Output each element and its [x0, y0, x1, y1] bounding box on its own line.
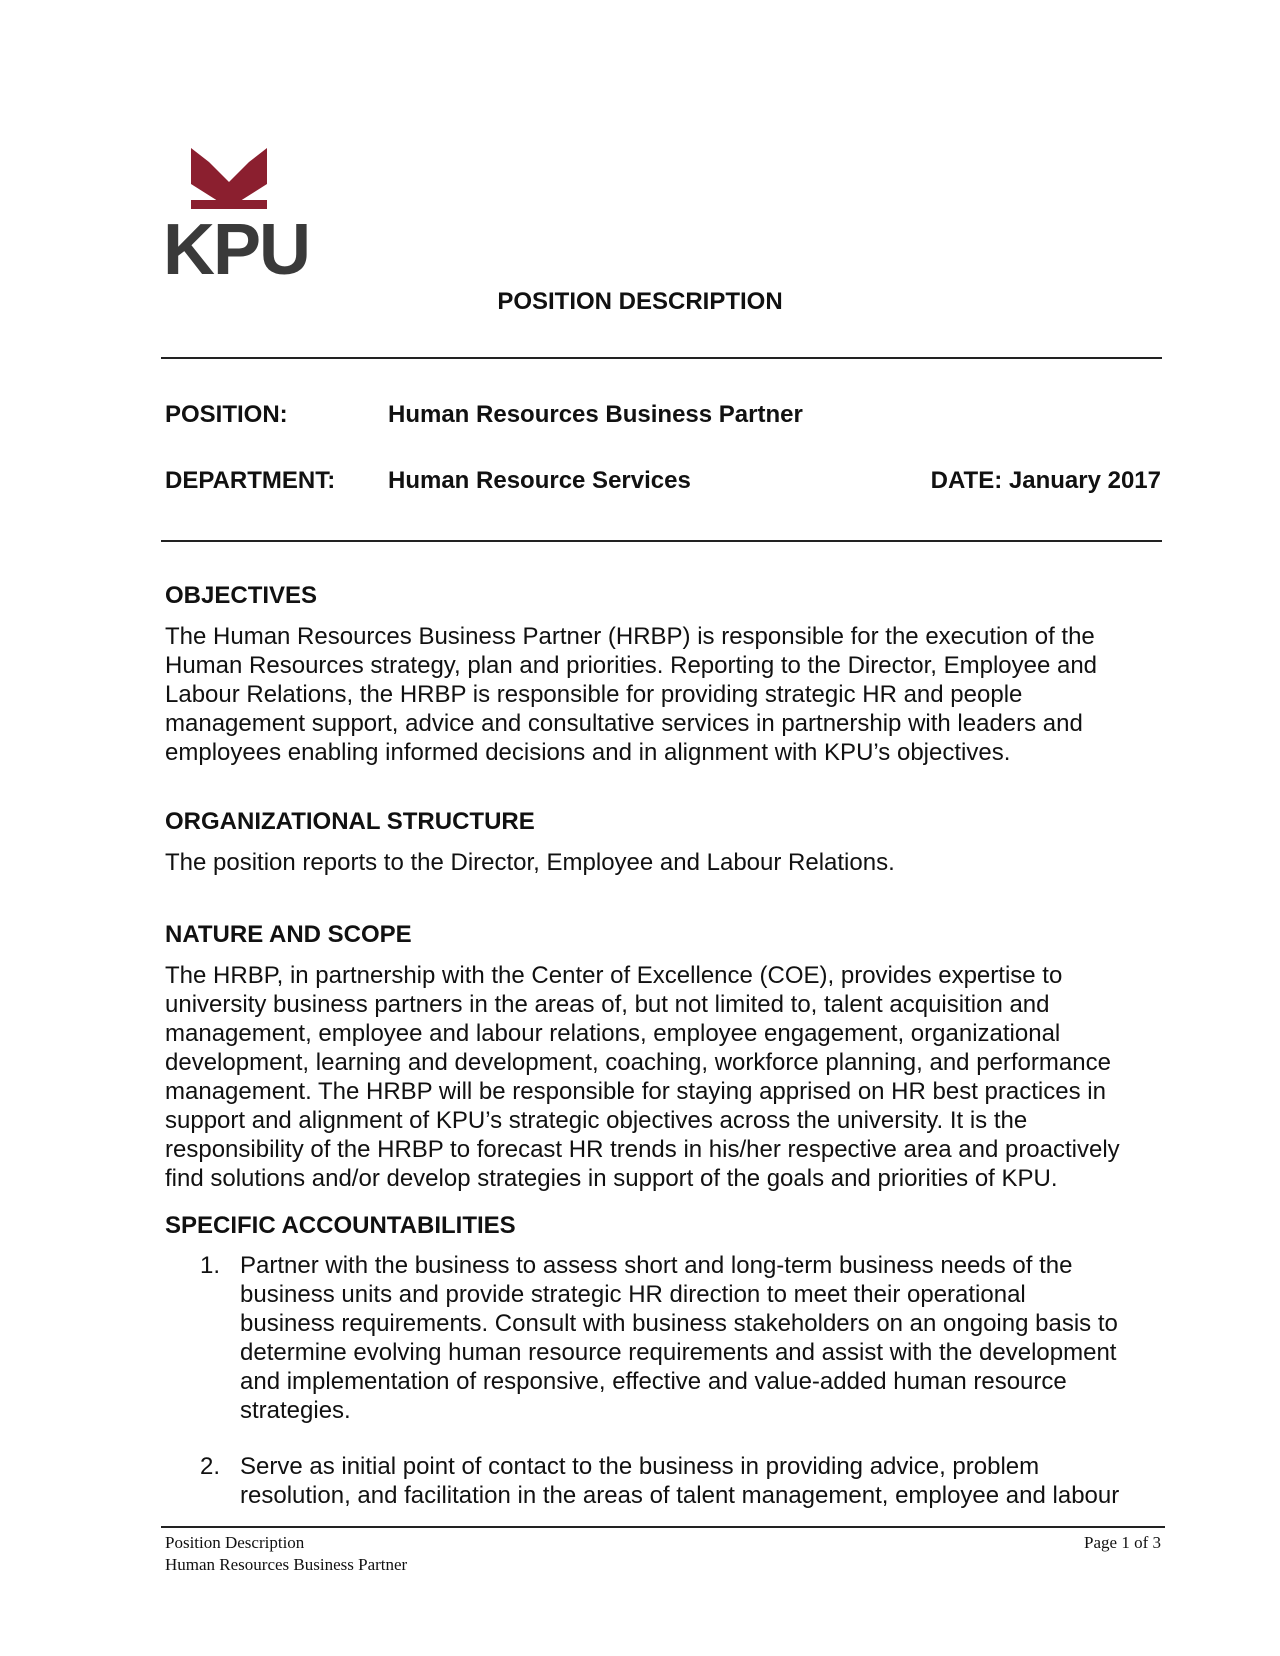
accountability-line: and implementation of responsive, effective and value-added human resource — [240, 1368, 1067, 1395]
objectives-line: Labour Relations, the HRBP is responsible for providing strategic HR and people — [165, 681, 1023, 708]
accountability-line: strategies. — [240, 1397, 351, 1424]
nature-scope-line: management. The HRBP will be responsible for staying apprised on HR best practices in — [165, 1078, 1106, 1105]
accountability-line: determine evolving human resource requirements and assist with the development — [240, 1339, 1117, 1366]
accountability-number: 2. — [200, 1453, 221, 1480]
logo-bar-mark — [191, 200, 267, 209]
logo-chevron-mark — [191, 148, 267, 208]
department-value: Human Resource Services — [388, 467, 691, 494]
date-field: DATE: January 2017 — [930, 467, 1161, 494]
header-bottom-divider — [161, 540, 1162, 542]
kpu-logo — [163, 148, 313, 278]
objectives-paragraph — [165, 622, 1170, 767]
footer-page-number: Page 1 of 3 — [1084, 1533, 1161, 1552]
nature-scope-line: university business partners in the areas of, but not limited to, talent acquisition and — [165, 991, 1050, 1018]
nature-scope-line: responsibility of the HRBP to forecast HR trends in his/her respective area and proactively — [165, 1136, 1120, 1163]
accountability-line: business requirements. Consult with business stakeholders on an ongoing basis to — [240, 1310, 1118, 1337]
objectives-heading: OBJECTIVES — [165, 582, 318, 609]
header-top-divider — [161, 357, 1162, 359]
org-structure-line: The position reports to the Director, Employee and Labour Relations. — [165, 849, 895, 876]
accountability-line: business units and provide strategic HR direction to meet their operational — [240, 1281, 1026, 1308]
accountability-number: 1. — [200, 1252, 221, 1279]
nature-scope-heading: NATURE AND SCOPE — [165, 921, 412, 948]
org-structure-heading: ORGANIZATIONAL STRUCTURE — [165, 808, 535, 835]
objectives-line: management support, advice and consultative services in partnership with leaders and — [165, 710, 1083, 737]
accountabilities-heading: SPECIFIC ACCOUNTABILITIES — [165, 1212, 516, 1239]
nature-scope-line: support and alignment of KPU’s strategic objectives across the university. It is the — [165, 1107, 1028, 1134]
department-label: DEPARTMENT: — [165, 467, 336, 494]
accountability-text — [240, 1251, 1180, 1425]
objectives-line: employees enabling informed decisions and in alignment with KPU’s objectives. — [165, 739, 1011, 766]
objectives-line: Human Resources strategy, plan and priorities. Reporting to the Director, Employee and — [165, 652, 1098, 679]
footer-doc-type: Position Description — [165, 1533, 305, 1552]
org-structure-paragraph — [165, 848, 1170, 877]
accountability-line: Serve as initial point of contact to the business in providing advice, problem — [240, 1453, 1040, 1480]
footer-position-title: Human Resources Business Partner — [165, 1555, 408, 1574]
position-label: POSITION: — [165, 401, 288, 428]
nature-scope-paragraph — [165, 961, 1170, 1193]
document-title: POSITION DESCRIPTION — [497, 288, 783, 315]
nature-scope-line: development, learning and development, coaching, workforce planning, and performance — [165, 1049, 1111, 1076]
accountability-line: Partner with the business to assess short and long-term business needs of the — [240, 1252, 1073, 1279]
footer-divider — [161, 1526, 1165, 1528]
logo-text: KPU — [163, 210, 310, 278]
nature-scope-line: find solutions and/or develop strategies in support of the goals and priorities of KPU. — [165, 1165, 1058, 1192]
nature-scope-line: management, employee and labour relations, employee engagement, organizational — [165, 1020, 1061, 1047]
nature-scope-line: The HRBP, in partnership with the Center of Excellence (COE), provides expertise to — [165, 962, 1063, 989]
objectives-line: The Human Resources Business Partner (HRBP) is responsible for the execution of the — [165, 623, 1095, 650]
accountability-line: resolution, and facilitation in the areas of talent management, employee and labour — [240, 1482, 1120, 1509]
accountability-text — [240, 1452, 1180, 1510]
position-value: Human Resources Business Partner — [388, 401, 803, 428]
